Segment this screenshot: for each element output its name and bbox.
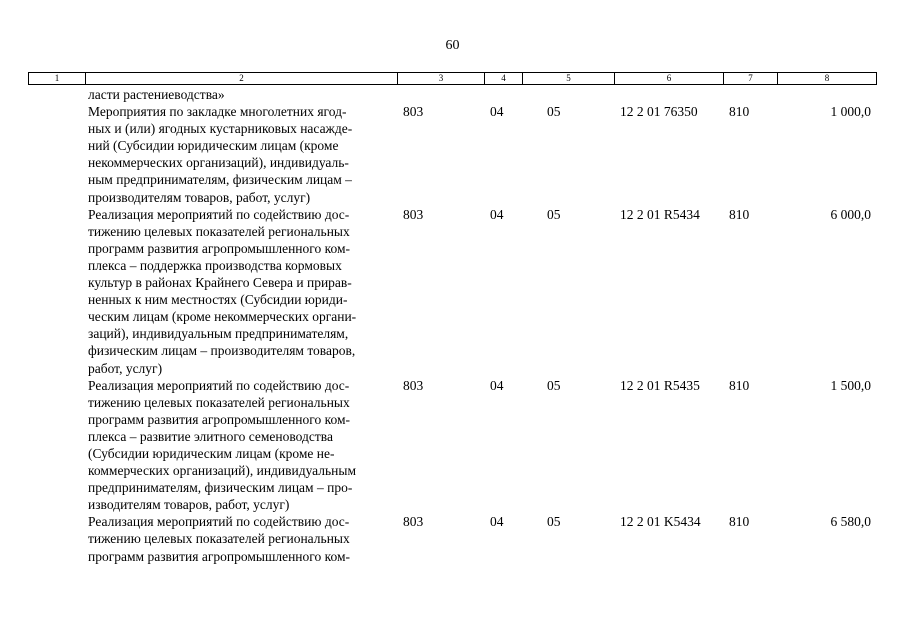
table-header-row (28, 72, 877, 85)
page-number: 60 (445, 38, 460, 53)
header-col-7: 7 (723, 73, 777, 84)
continuation-row (28, 86, 877, 103)
row-description: Реализация мероприятий по содействию дос- тижению целевых показателей региональных программ развития агропромышленного ком- плекса – поддержка производства кормовых культур в районах Крайнего Севера и прирав- ненных к ним местностях (Субсидии юриди- ческим лицам (кроме некоммерческих органи- заций), индивидуальным предпринимателям, физическим лицам – производителям товаров, работ, услуг) (88, 206, 357, 376)
table-row (28, 206, 877, 377)
header-col-8: 8 (777, 73, 876, 84)
target-article-code: 12 2 01 K5434 (620, 514, 701, 530)
amount: 1 500,0 (830, 377, 871, 393)
target-article-code: 12 2 01 R5434 (620, 206, 700, 222)
expense-type-code: 810 (729, 514, 750, 530)
table-row (28, 513, 877, 564)
amount: 1 000,0 (830, 104, 871, 120)
subsection-code: 05 (547, 514, 561, 530)
section-code: 04 (490, 514, 504, 530)
header-col-6: 6 (614, 73, 723, 84)
section-code: 04 (490, 104, 504, 120)
header-col-5: 5 (522, 73, 614, 84)
expense-type-code: 810 (729, 377, 750, 393)
header-col-4: 4 (484, 73, 522, 84)
ministry-code: 803 (403, 104, 424, 120)
ministry-code: 803 (403, 514, 424, 530)
ministry-code: 803 (403, 377, 424, 393)
amount: 6 580,0 (830, 514, 871, 530)
target-article-code: 12 2 01 76350 (620, 104, 698, 120)
amount: 6 000,0 (830, 206, 871, 222)
expense-type-code: 810 (729, 104, 750, 120)
section-code: 04 (490, 377, 504, 393)
header-col-3: 3 (397, 73, 484, 84)
row-description: Реализация мероприятий по содействию дос- тижению целевых показателей региональных программ развития агропромышленного ком- (88, 514, 351, 564)
expense-type-code: 810 (729, 206, 750, 222)
continuation-text: ласти растениеводства» (88, 87, 225, 102)
section-code: 04 (490, 206, 504, 222)
row-description: Мероприятия по закладке многолетних ягод- ных и (или) ягодных кустарниковых насажде- ний (Субсидии юридическим лицам (кроме некоммерческих организаций), индивидуаль- ным предпринимателям, физическим лицам – производителям товаров, работ, услуг) (88, 104, 353, 205)
table-body (28, 86, 877, 565)
table-row (28, 377, 877, 514)
header-col-1: 1 (54, 73, 60, 83)
subsection-code: 05 (547, 377, 561, 393)
subsection-code: 05 (547, 104, 561, 120)
subsection-code: 05 (547, 206, 561, 222)
row-description: Реализация мероприятий по содействию дос- тижению целевых показателей региональных программ развития агропромышленного ком- плекса – развитие элитного семеноводства (Субсидии юридическим лицам (кроме не- коммерческих организаций), индивидуальным предпринимателям, физическим лицам – про- изводителям товаров, работ, услуг) (88, 377, 357, 513)
header-col-2: 2 (85, 73, 397, 84)
ministry-code: 803 (403, 206, 424, 222)
table-row (28, 103, 877, 206)
target-article-code: 12 2 01 R5435 (620, 377, 700, 393)
